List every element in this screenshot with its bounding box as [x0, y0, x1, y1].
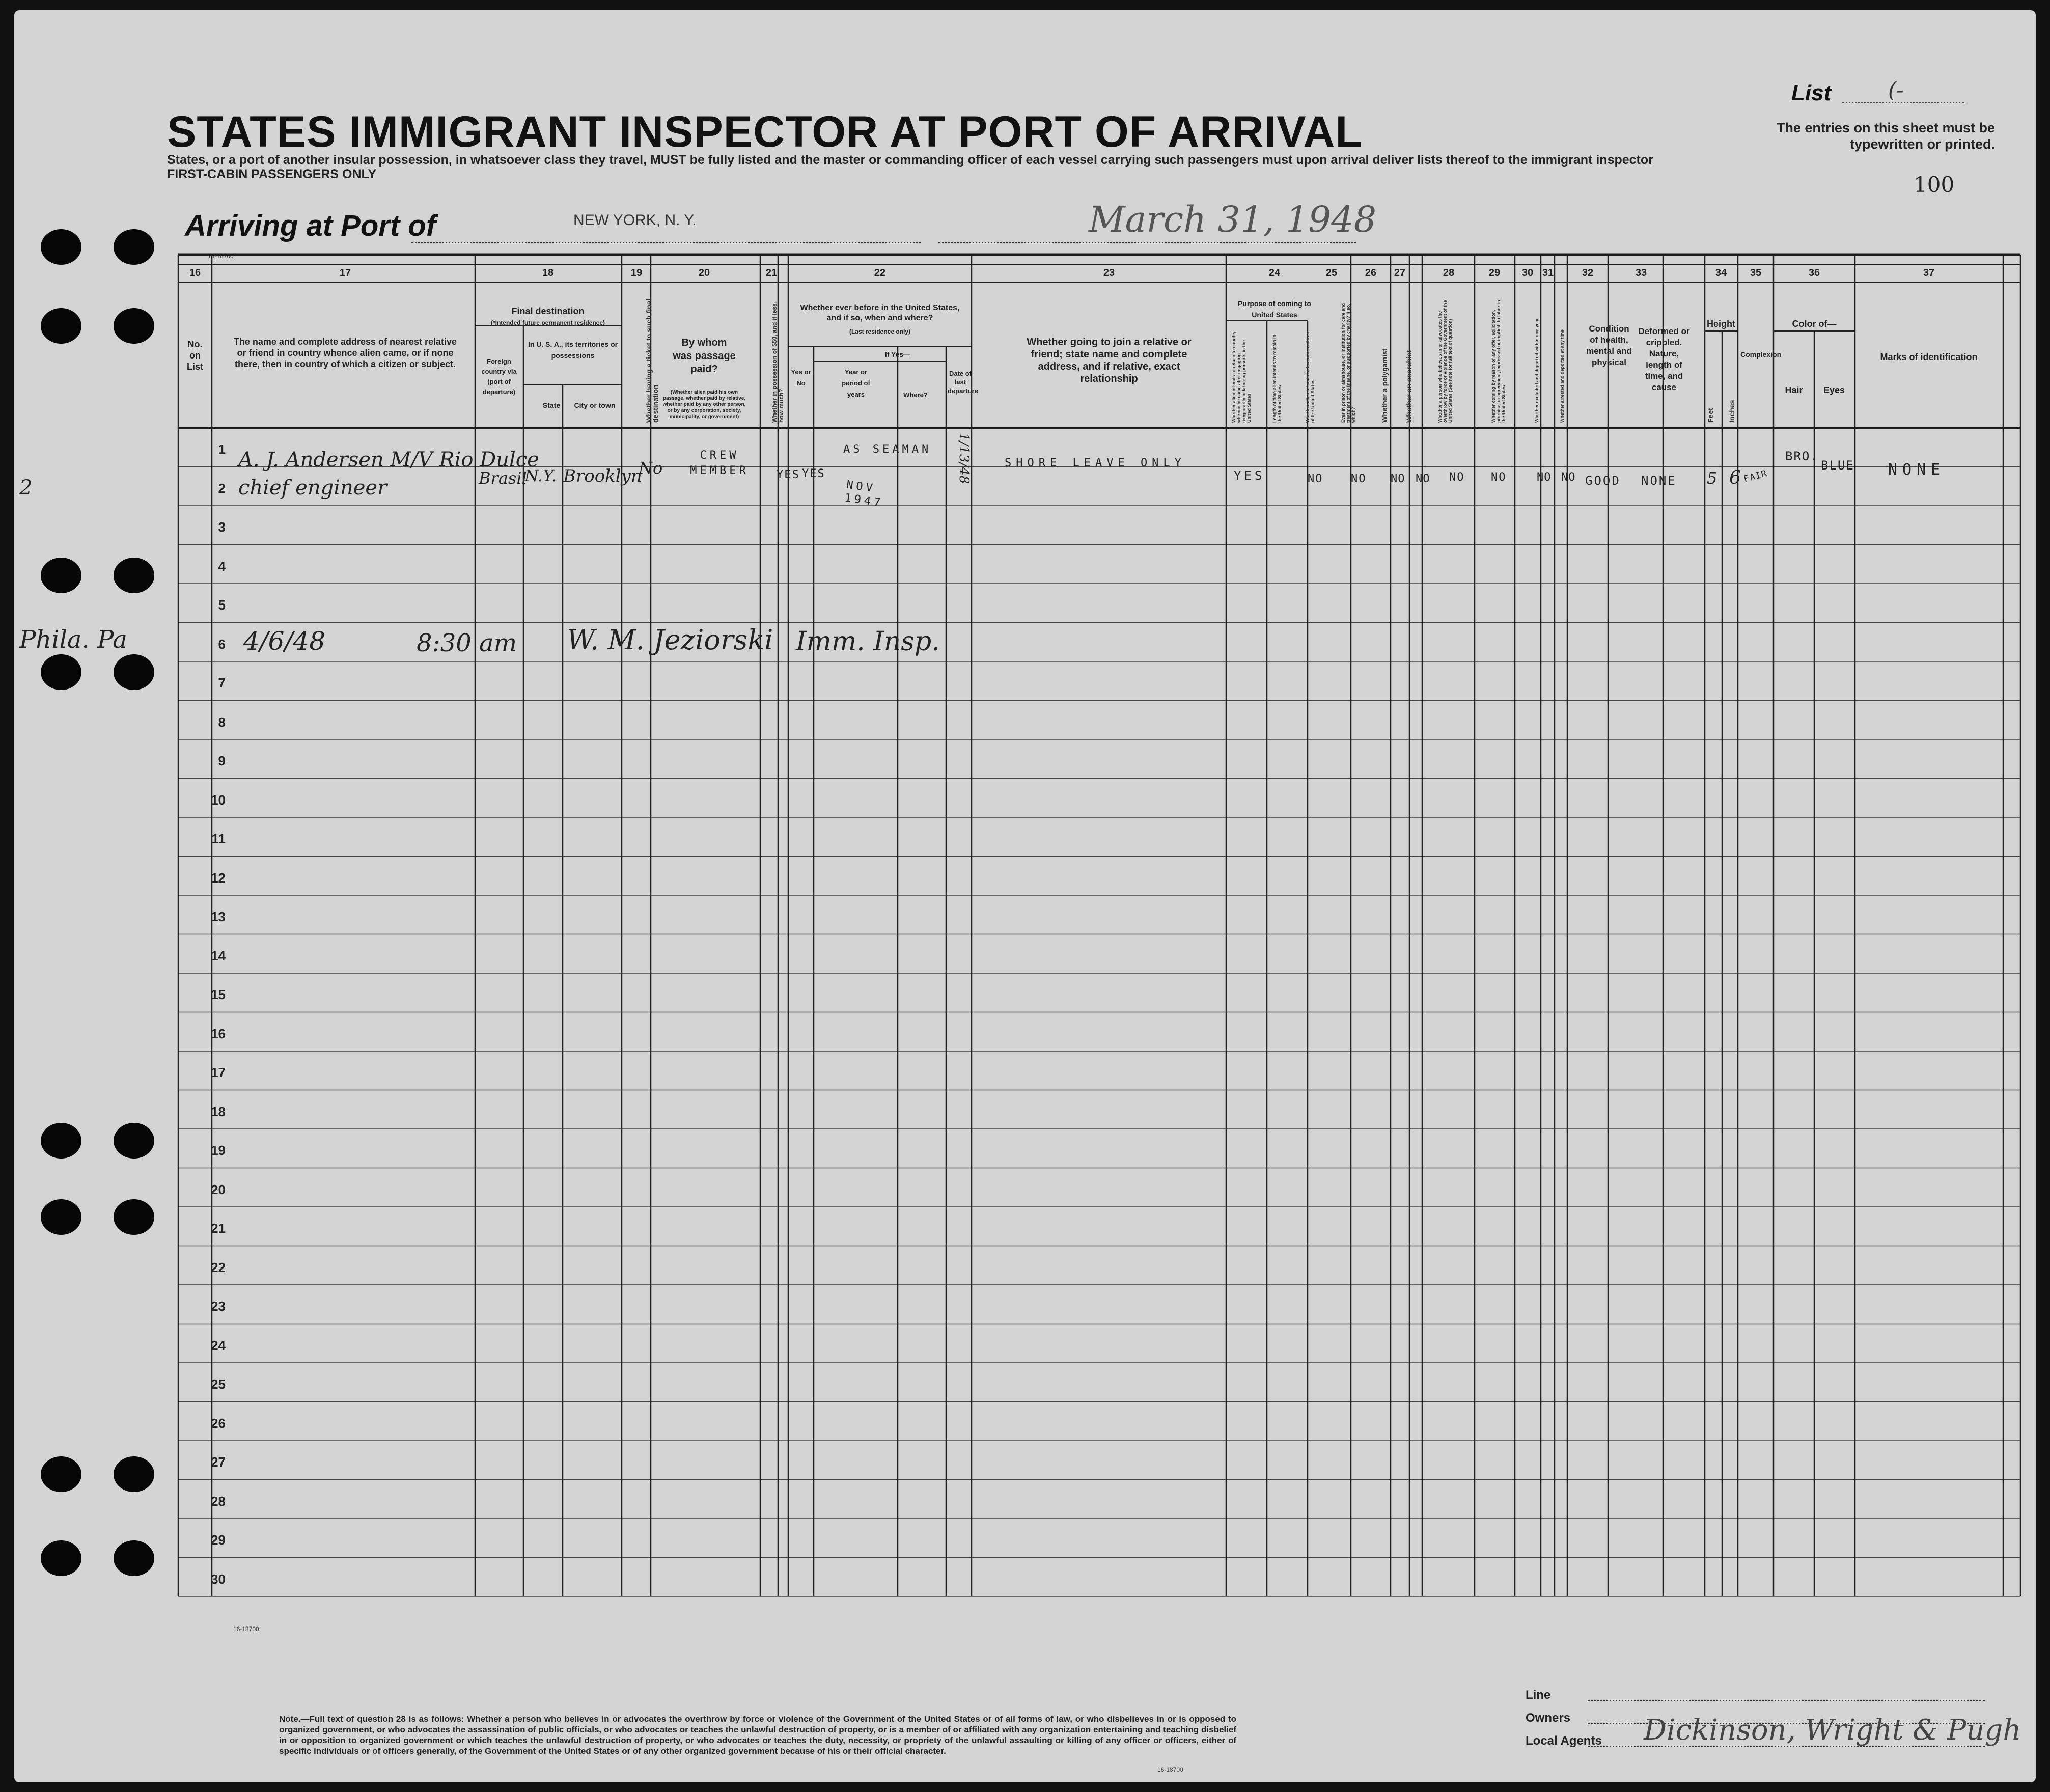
- inspector-title: Imm. Insp.: [796, 626, 940, 657]
- arriving-label: Arriving at Port of: [185, 209, 436, 242]
- entry-before: YES: [802, 467, 825, 480]
- row-number: 10: [211, 792, 226, 808]
- entry-join: SHORE LEAVE ONLY: [1005, 457, 1186, 470]
- header-in-usa: In U. S. A., its territories or possessions: [528, 340, 618, 360]
- row-number: 5: [218, 597, 226, 613]
- row-number: 14: [211, 948, 226, 963]
- form-subtitle: States, or a port of another insular possession, in whatsoever class they travel, MUST be fully listed and the master or commanding officer of each vessel carrying such passengers must upon arrival deliver lists thereof to the immigrant inspector: [167, 153, 1653, 167]
- header-health: Condition of health, mental and physical: [1586, 324, 1632, 367]
- entry-passage: CREW MEMBER: [690, 449, 749, 477]
- row-number: 13: [211, 909, 226, 924]
- entry-year: NOV 1947: [843, 478, 884, 510]
- row-number: 11: [211, 831, 226, 846]
- entry-hair: BRO.: [1785, 449, 1819, 463]
- row-number: 21: [211, 1221, 226, 1236]
- header-overthrow: Whether a person who believes in or advocates the overthrow by force or violence of the Government of the United States (See note for full text of question): [1437, 300, 1453, 423]
- header-foreign-country: Foreign country via (port of departure): [481, 357, 517, 396]
- column-number: 20: [698, 267, 710, 279]
- form-code-bottom: 16-18700: [233, 1625, 259, 1633]
- port-of-arrival: NEW YORK, N. Y.: [573, 212, 697, 229]
- header-last-residence: (Last residence only): [849, 328, 911, 335]
- row-number: 28: [211, 1493, 226, 1509]
- note-question-28: Note.—Full text of question 28 is as follows: Whether a person who believes in or advocates the overthrow by force or violence of the Government of the United States or of all forms of law, or who disbelieves in or is opposed to organized government, or who advocates the assassination of public officials, or who advocates or teaches the unlawful destruction of property, or is a member of or affiliated with any organization entertaining and teaching disbelief in or opposition to organized government or which teaches the unlawful destruction of property, or who advocates or teaches the duty, necessity, or propriety of the unlawful assaulting or killing of any officer or officers, either of specific individuals or of officers generally, of the Government of the United States or of any other organized government because of his or their official character.: [279, 1714, 1236, 1756]
- column-number: 28: [1443, 267, 1455, 279]
- entry-as-seaman: AS SEAMAN: [843, 443, 932, 456]
- list-value: (-: [1888, 77, 1904, 102]
- header-join-relative: Whether going to join a relative or friend; state name and complete address, and if relative, exact relationship: [1027, 337, 1192, 384]
- column-number: 37: [1923, 267, 1935, 279]
- column-number: 32: [1582, 267, 1594, 279]
- header-arrested: Whether arrested and deported at any time: [1560, 329, 1565, 423]
- header-anarchist: Whether an anarchist: [1405, 350, 1413, 423]
- row-number: 4: [218, 558, 226, 574]
- row-number: 22: [211, 1259, 226, 1275]
- column-number: 29: [1488, 267, 1501, 279]
- header-state: State: [542, 401, 561, 409]
- entry-complexion: FAIR: [1742, 468, 1769, 485]
- row-number: 23: [211, 1299, 226, 1314]
- row-number: 7: [218, 675, 226, 691]
- row-number: 8: [218, 714, 226, 730]
- header-if-yes: If Yes—: [884, 350, 911, 359]
- entry-c31: NO: [1537, 471, 1552, 484]
- cabin-class: FIRST-CABIN PASSENGERS ONLY: [167, 167, 377, 181]
- header-final-destination-sub: (*Intended future permanent residence): [490, 319, 605, 326]
- header-deformed: Deformed or crippled. Nature, length of time, and cause: [1638, 326, 1690, 392]
- page-number: 100: [1914, 172, 1955, 197]
- header-where: Where?: [903, 391, 928, 399]
- header-inches: Inches: [1728, 400, 1736, 423]
- row-number: 15: [211, 987, 226, 1002]
- form-code: 16-18700: [208, 253, 234, 260]
- form-title: STATES IMMIGRANT INSPECTOR AT PORT OF ARRIVAL: [167, 107, 1363, 156]
- entry-c25: NO: [1308, 473, 1323, 485]
- entry-c29: NO: [1449, 471, 1465, 484]
- header-city: City or town: [574, 401, 616, 409]
- entry-state: N.Y.: [524, 466, 557, 485]
- column-number: 19: [630, 267, 643, 279]
- header-money: Whether in possession of $50, and if less, how much?: [771, 301, 785, 423]
- entry-date-departure: 1/13/48: [956, 433, 972, 484]
- header-no-on-list: No. on List: [186, 339, 203, 372]
- header-purpose: Purpose of coming to United States: [1238, 299, 1311, 319]
- entry-c31b: NO: [1561, 471, 1576, 484]
- row-number: 24: [211, 1337, 226, 1353]
- header-date-departure: Date of last departure: [948, 370, 978, 395]
- entries-note: The entries on this sheet must be typewritten or printed.: [1776, 120, 1995, 152]
- row-number: 18: [211, 1104, 226, 1119]
- row-number: 17: [211, 1065, 226, 1080]
- column-number: 34: [1715, 267, 1727, 279]
- header-hair: Hair: [1785, 385, 1803, 395]
- column-number: 16: [189, 267, 201, 279]
- header-purpose-c: Whether alien intends to become a citizen of the United States: [1305, 331, 1315, 423]
- entry-c27: NO: [1391, 473, 1405, 485]
- column-number: 24: [1268, 267, 1281, 279]
- column-number: 25: [1325, 267, 1338, 279]
- inspector-signature: W. M. Jeziorski: [567, 624, 773, 656]
- header-excluded: Whether excluded and deported within one year: [1534, 318, 1539, 423]
- manifest-grid: [14, 10, 2036, 1782]
- footer-agents-label: Local Agents: [1526, 1734, 1602, 1748]
- entry-c28: NO: [1416, 473, 1430, 485]
- entry-ticket: No: [639, 458, 663, 478]
- header-passage: By whom was passage paid?: [673, 337, 736, 375]
- row-number: 19: [211, 1143, 226, 1158]
- column-number: 31: [1542, 267, 1554, 279]
- list-label: List: [1791, 80, 1832, 105]
- manifest-page: [14, 10, 2036, 1782]
- column-number: 27: [1394, 267, 1406, 279]
- entry-eyes: BLUE: [1821, 458, 1854, 473]
- note-code: 16-18700: [1157, 1766, 1183, 1773]
- entry-inches: 6: [1729, 467, 1741, 488]
- header-year: Year or period of years: [842, 368, 870, 398]
- row-number: 9: [218, 753, 226, 768]
- column-number: 23: [1103, 267, 1115, 279]
- header-complexion: Complexion: [1740, 350, 1782, 359]
- header-final-destination: Final destination: [511, 306, 585, 316]
- footer-agents-value: Dickinson, Wright & Pugh: [1644, 1714, 2021, 1747]
- footer-line-rule: [1588, 1700, 1985, 1701]
- row-number: 1: [218, 442, 226, 457]
- row-number: 2: [218, 480, 226, 496]
- footer-owners-label: Owners: [1526, 1711, 1571, 1725]
- row-number: 27: [211, 1454, 226, 1470]
- header-passage-sub: (Whether alien paid his own passage, whether paid by relative, whether paid by any other person, or by any corporation, society, municipality, or government): [662, 390, 746, 420]
- header-eyes: Eyes: [1823, 385, 1845, 395]
- entry-relative-occupation: chief engineer: [238, 476, 387, 500]
- header-prison: Ever in prison or almshouse, or institution for care and treatment of the insane, or supported by charity? If so, which?: [1341, 302, 1356, 423]
- header-marks: Marks of identification: [1880, 352, 1978, 362]
- entry-c26: NO: [1351, 473, 1367, 485]
- column-number: 30: [1521, 267, 1534, 279]
- header-ticket: Whether having a ticket to such final destination: [645, 298, 659, 423]
- margin-city: Phila. Pa: [19, 625, 127, 654]
- entry-purpose: YES: [1234, 468, 1265, 483]
- entry-relative-name: A. J. Andersen M/V Rio Dulce: [238, 448, 539, 472]
- column-number: 22: [874, 267, 886, 279]
- header-labor-offer: Whether coming by reason of any offer, solicitation, promise, or agreement, expressed or implied, to labor in the United States: [1491, 300, 1506, 423]
- row-number: 26: [211, 1415, 226, 1431]
- arrival-date: March 31, 1948: [1089, 199, 1377, 240]
- row-number: 12: [211, 870, 226, 886]
- entry-health: GOOD: [1585, 474, 1621, 488]
- header-polygamist: Whether a polygamist: [1380, 348, 1389, 423]
- header-before-in-us: Whether ever before in the United States, and if so, when and where?: [800, 304, 960, 322]
- column-number: 33: [1635, 267, 1647, 279]
- header-purpose-b: Length of time alien intends to remain in the United States: [1272, 334, 1282, 423]
- column-number: 26: [1365, 267, 1377, 279]
- header-yes-no: Yes or No: [791, 368, 811, 387]
- header-color: Color of—: [1792, 319, 1837, 329]
- annotation-time: 8:30 am: [417, 629, 517, 657]
- annotation-date: 4/6/48: [243, 626, 325, 656]
- header-feet: Feet: [1706, 408, 1714, 423]
- row-number: 6: [218, 636, 226, 652]
- entry-deformed: NONE: [1641, 474, 1677, 488]
- entry-foreign-country: Brasil: [479, 468, 527, 488]
- row-number: 16: [211, 1026, 226, 1041]
- header-col17: The name and complete address of nearest relative or friend in country whence alien came, or if none there, then in country of which a citizen or subject.: [233, 337, 457, 369]
- entry-city: Brooklyn: [563, 466, 642, 486]
- margin-note-row1: 2: [19, 476, 33, 500]
- header-purpose-a: Whether alien intends to return to country whence he came after engaging temporarily in laboring pursuits in the United States: [1231, 331, 1252, 423]
- entry-marks: NONE: [1888, 461, 1946, 479]
- column-number: 18: [542, 267, 554, 279]
- row-number: 3: [218, 519, 226, 535]
- column-number: 35: [1750, 267, 1762, 279]
- column-number: 36: [1808, 267, 1820, 279]
- row-number: 30: [211, 1571, 226, 1587]
- footer-line-label: Line: [1526, 1688, 1551, 1702]
- entry-feet: 5: [1707, 468, 1717, 488]
- row-number: 25: [211, 1376, 226, 1392]
- entry-c30: NO: [1491, 471, 1507, 484]
- header-height: Height: [1707, 319, 1735, 329]
- column-number: 21: [765, 267, 778, 279]
- entry-money: YES: [777, 468, 800, 481]
- column-number: 17: [339, 267, 351, 279]
- row-number: 29: [211, 1532, 226, 1548]
- row-number: 20: [211, 1181, 226, 1197]
